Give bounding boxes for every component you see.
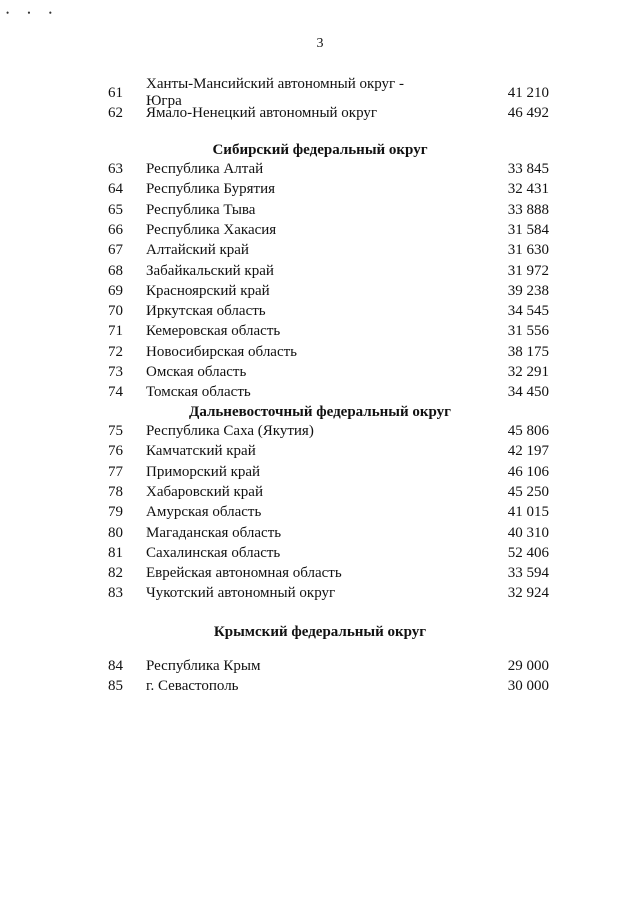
region-name (146, 658, 260, 675)
table-row (0, 545, 640, 565)
scan-marks: • • • (6, 8, 60, 18)
table-row (0, 364, 640, 384)
region-name-line: Томская область (146, 384, 251, 401)
row-number: 72 (108, 343, 123, 360)
region-name (146, 504, 261, 521)
row-number: 78 (108, 483, 123, 500)
region-name-line: г. Севастополь (146, 678, 239, 695)
section-heading: Дальневосточный федеральный округ (189, 404, 451, 420)
region-value: 30 000 (507, 678, 549, 695)
region-name-line: Чукотский автономный округ (146, 585, 336, 602)
table-row (0, 565, 640, 585)
table-row (0, 464, 640, 484)
region-name (146, 222, 276, 239)
region-name-line: Югра (146, 93, 182, 109)
region-name (146, 565, 342, 582)
region-name (146, 443, 256, 460)
region-name (146, 323, 280, 340)
table-row (0, 323, 640, 343)
row-number: 75 (108, 423, 123, 439)
region-value: 38 175 (507, 343, 549, 360)
region-name-line: Ямало-Ненецкий автономный округ (146, 105, 378, 121)
region-value: 31 556 (507, 323, 549, 340)
table-row (0, 658, 640, 678)
region-name-line: Республика Саха (Якутия) (146, 423, 314, 439)
region-value: 31 972 (507, 262, 549, 279)
region-value: 45 806 (507, 423, 549, 439)
region-name-line: Республика Бурятия (146, 181, 276, 198)
table-row (0, 384, 640, 404)
region-name (146, 464, 260, 481)
row-number: 61 (108, 85, 123, 101)
region-value: 52 406 (507, 544, 549, 561)
region-value: 32 924 (507, 585, 549, 602)
region-name-line: Алтайский край (146, 242, 249, 259)
table-row (0, 423, 640, 443)
region-name (146, 161, 263, 178)
region-name (146, 678, 239, 695)
row-number: 81 (108, 544, 123, 561)
region-value: 42 197 (507, 443, 549, 460)
table-row (0, 303, 640, 323)
row-number: 79 (108, 504, 123, 521)
region-name-line: Республика Тыва (146, 201, 256, 218)
region-name (146, 585, 335, 602)
region-value: 31 584 (507, 221, 549, 238)
table-row (0, 222, 640, 242)
region-name-line: Еврейская автономная область (146, 565, 342, 582)
region-name-line: Кемеровская область (146, 323, 281, 340)
region-name-line: Хабаровский край (146, 483, 263, 500)
row-number: 64 (108, 181, 123, 198)
table-row (0, 678, 640, 698)
table-row (0, 443, 640, 463)
row-number: 63 (108, 161, 123, 177)
table-row (0, 504, 640, 524)
table-row (0, 585, 640, 605)
table-row (0, 202, 640, 222)
region-name-line: Республика Хакасия (146, 221, 277, 238)
row-number: 67 (108, 242, 123, 259)
row-number: 85 (108, 678, 123, 695)
region-name (146, 525, 281, 542)
row-number: 71 (108, 323, 123, 340)
region-name-line: Красноярский край (146, 282, 270, 299)
region-value: 33 594 (507, 565, 549, 582)
region-value: 39 238 (507, 282, 549, 299)
table-row (0, 525, 640, 545)
row-number: 65 (108, 201, 123, 218)
region-value: 31 630 (507, 242, 549, 259)
row-number: 73 (108, 364, 123, 380)
region-name-line: Омская область (146, 364, 247, 380)
row-number: 80 (108, 524, 123, 541)
region-value: 32 291 (507, 364, 549, 380)
region-name-line: Новосибирская область (146, 343, 298, 360)
row-number: 82 (108, 565, 123, 582)
region-value: 34 450 (507, 384, 549, 401)
region-value: 40 310 (507, 524, 549, 541)
table-row (0, 344, 640, 364)
row-number: 74 (108, 384, 123, 401)
region-name (146, 263, 274, 280)
section-heading: Крымский федеральный округ (213, 624, 427, 640)
region-value: 41 015 (507, 504, 549, 521)
region-name-line: Забайкальский край (146, 262, 274, 279)
region-name (146, 242, 249, 259)
region-name-line: Республика Крым (146, 658, 261, 674)
region-name-line: Сахалинская область (146, 544, 281, 561)
region-name (146, 303, 266, 320)
region-name-line: Магаданская область (146, 524, 282, 541)
row-number: 83 (108, 585, 123, 602)
region-value: 45 250 (507, 483, 549, 500)
region-value: 33 845 (507, 161, 549, 177)
section-heading: Сибирский федеральный округ (212, 142, 428, 158)
region-name (146, 283, 270, 300)
row-number: 77 (108, 463, 123, 480)
region-name (146, 484, 263, 501)
table-row (0, 283, 640, 303)
row-number: 69 (108, 282, 123, 299)
region-name (146, 423, 314, 440)
row-number: 66 (108, 221, 123, 238)
row-number: 62 (108, 105, 123, 121)
region-value: 32 431 (507, 181, 549, 198)
region-name (146, 364, 246, 381)
region-value: 29 000 (507, 658, 549, 674)
region-name-line: Республика Алтай (146, 161, 264, 177)
region-name-line: Приморский край (146, 463, 261, 480)
region-name (146, 181, 275, 198)
region-name (146, 344, 297, 361)
region-name (146, 202, 255, 219)
region-name-line: Ханты-Мансийский автономный округ - (146, 76, 404, 92)
region-name-line: Амурская область (146, 504, 262, 521)
region-name-line: Иркутская область (146, 303, 266, 320)
table-row (0, 181, 640, 201)
table-row (0, 242, 640, 262)
region-name (146, 545, 280, 562)
table-row (0, 105, 640, 125)
row-number: 70 (108, 303, 123, 320)
row-number: 68 (108, 262, 123, 279)
table-row (0, 161, 640, 181)
row-number: 76 (108, 443, 123, 460)
row-number: 84 (108, 658, 123, 674)
page-number: 3 (316, 36, 324, 51)
region-value: 41 210 (507, 85, 549, 101)
table-row (0, 484, 640, 504)
region-value: 46 106 (507, 463, 549, 480)
region-value: 46 492 (507, 105, 549, 121)
region-value: 33 888 (507, 201, 549, 218)
region-name-line: Камчатский край (146, 443, 256, 460)
table-row (0, 263, 640, 283)
region-value: 34 545 (507, 303, 549, 320)
region-name (146, 105, 377, 122)
region-name (146, 384, 251, 401)
